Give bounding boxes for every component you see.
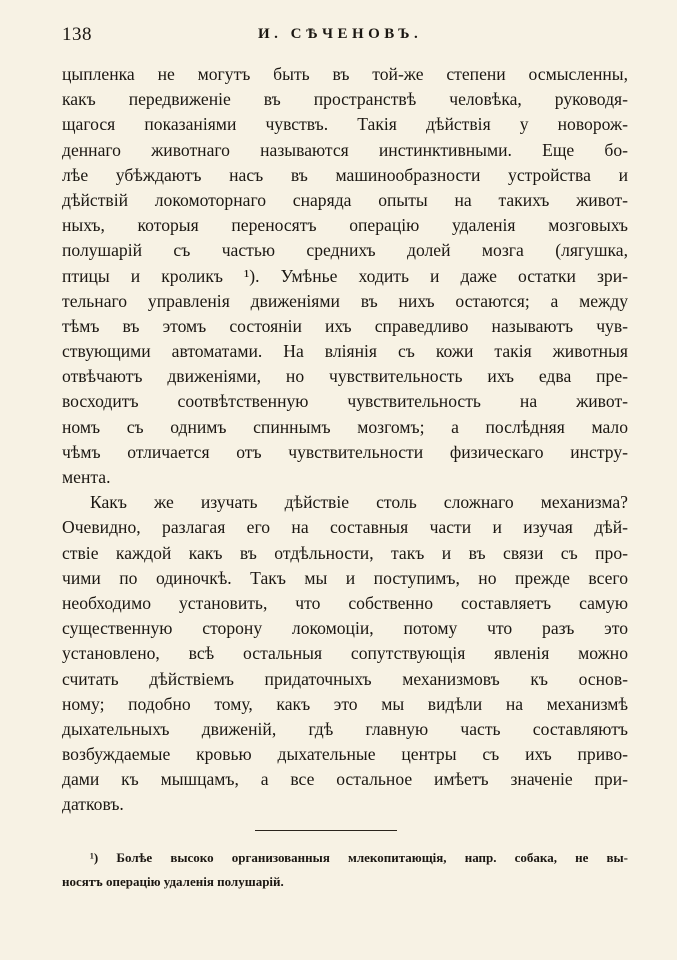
text-line: ствіе каждой какъ въ отдѣльности, такъ и въ связи съ про- — [62, 542, 628, 563]
text-line: считать дѣйствіемъ придаточныхъ механизмовъ къ основ- — [62, 668, 628, 689]
text-line: существенную сторону локомоціи, потому что разъ это — [62, 618, 628, 639]
footnote-marker: ¹) — [90, 850, 99, 865]
footnote-line: носятъ операцію удаленія полушарій. — [62, 874, 284, 889]
text-line: Очевидно, разлагая его на составныя части и изучая дѣй- — [62, 517, 628, 538]
text-line: птицы и кроликъ ¹). Умѣнье ходить и даже остатки зри- — [62, 265, 628, 286]
text-line: щагося показаніями чувствъ. Такія дѣйствія у новорож- — [62, 114, 628, 135]
text-line: возбуждаемые кровью дыхательные центры съ ихъ приво- — [62, 744, 628, 765]
text-line: полушарій съ частью среднихъ долей мозга (лягушка, — [62, 240, 628, 261]
page-header — [62, 24, 628, 50]
text-line: дами къ мышцамъ, а все остальное имѣетъ значеніе при- — [62, 769, 628, 790]
text-line: установлено, всѣ остальныя сопутствующія явленія можно — [62, 643, 628, 664]
text-line: какъ передвиженіе въ пространствѣ человѣка, руководя- — [62, 89, 628, 110]
main-text — [62, 62, 628, 818]
text-line: дыхательныхъ движеній, гдѣ главную часть составляютъ — [62, 718, 628, 739]
text-line: ствующими автоматами. На вліянія съ кожи такія животныя — [62, 341, 628, 362]
page-number: 138 — [62, 24, 92, 45]
text-line: чѣмъ отличается отъ чувствительности физическаго инстру- — [62, 441, 628, 462]
text-line: восходитъ соотвѣтственную чувствительность на живот- — [62, 391, 628, 412]
text-line: необходимо установить, что собственно составляетъ самую — [62, 592, 628, 613]
running-head: И. СѢЧЕНОВЪ. — [258, 26, 423, 42]
text-line: тѣмъ въ этомъ состояніи ихъ справедливо называютъ чув- — [62, 315, 628, 336]
text-line: чими по одиночкѣ. Такъ мы и поступимъ, но прежде всего — [62, 567, 628, 588]
text-line: датковъ. — [62, 794, 124, 815]
text-line: дѣйствій локомоторнаго снаряда опыты на такихъ живот- — [62, 189, 628, 210]
footnote — [62, 846, 628, 894]
text-line: тельнаго управленія движеніями въ нихъ остаются; а между — [62, 290, 628, 311]
text-line: мента. — [62, 467, 111, 487]
text-line: номъ съ однимъ спиннымъ мозгомъ; а послѣдняя мало — [62, 416, 628, 437]
text-line: отвѣчаютъ движеніями, но чувствительность ихъ едва пре- — [62, 366, 628, 387]
paragraph-start-line: Какъ же изучать дѣйствіе столь сложнаго механизма? — [90, 492, 628, 513]
text-line: цыпленка не могутъ быть въ той-же степени осмысленны, — [62, 64, 628, 84]
text-line: ныхъ, которыя переносятъ операцію удаленія мозговыхъ — [62, 215, 628, 236]
footnote-divider — [255, 830, 397, 831]
text-line: лѣе убѣждаютъ насъ въ машинообразности устройства и — [62, 164, 628, 185]
text-line: деннаго животнаго называются инстинктивными. Еще бо- — [62, 139, 628, 160]
text-line: ному; подобно тому, какъ это мы видѣли на механизмѣ — [62, 693, 628, 714]
footnote-line — [62, 846, 628, 870]
footnote-text: Болѣе высоко организованныя млекопитающія, напр. собака, не вы- — [116, 850, 628, 865]
